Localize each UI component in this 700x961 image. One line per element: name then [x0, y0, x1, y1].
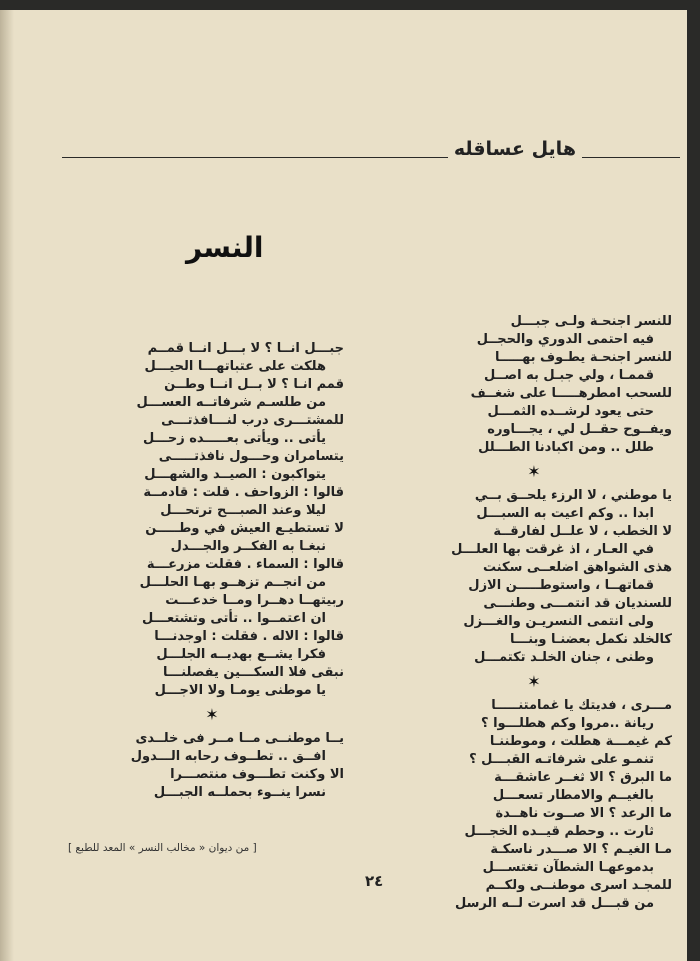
poem-line: قالوا : الزواحف . قلت : قادمــة: [143, 485, 344, 500]
poem-line: ريانة ..مروا وكم هطلـــوا ؟: [481, 716, 654, 731]
poem-line: فكرا يشــع بهديــه الجلـــل: [156, 647, 326, 662]
poem-line: من قبـــل قد اسرت لــه الرسل: [454, 896, 654, 911]
poem-line: يأتى .. ويأتى بعـــــده زحـــل: [142, 431, 326, 446]
poem-line: للنسر اجنحـة يطـوف بهـــــا: [494, 350, 672, 365]
poem-line: للمجـد اسرى موطنــى ولكــم: [485, 878, 672, 893]
stanza-separator-star: ✶: [205, 705, 219, 724]
poem-line: ويفــوح حقــل لي ، يجـــاوره: [487, 422, 672, 437]
poem-line: قالوا : الاله . فقلت : اوجدنـــا: [154, 629, 344, 644]
poem-line: قممـا ، ولي جبـل به اصــل: [484, 368, 654, 383]
poem-line: ليلا وعند الصبـــح ترتحـــل: [160, 503, 326, 518]
scan-top-edge: [0, 0, 700, 10]
header-rule: [62, 157, 680, 158]
poem-line: ان اعتمــوا .. تأتى وتشتعـــل: [142, 611, 326, 626]
poem-line: للسحب امطرهـــــا على شغــف: [470, 386, 672, 401]
poem-line: بالغيــم والامطار تسعـــل: [492, 788, 654, 803]
poem-line: ثارت .. وحطم قيــده الخجـــل: [464, 824, 654, 839]
source-note: [ من ديوان « مخالب النسر » المعد للطبع ]: [68, 842, 257, 854]
poem-line: للسنديان قد انتمـــى وطنـــى: [483, 596, 672, 611]
stanza-separator-star: ✶: [527, 672, 541, 691]
poem-column-right: [372, 313, 672, 913]
poem-line: ولى انتمى النسريـن والغـــزل: [463, 614, 654, 629]
author-name: هايل عساقله: [448, 138, 582, 160]
poem-line: حتى يعود لرشــده الثمـــل: [487, 404, 654, 419]
poem-line: من طلسـم شرفاتــه العســـل: [136, 395, 326, 410]
poem-line: من انجــم تزهــو بهـا الحلـــل: [139, 575, 326, 590]
poem-line: يــا موطنــى مــا مــر فى خلــدى: [135, 731, 344, 746]
poem-line: كم غيمـــة هطلت ، وموطننـا: [489, 734, 672, 749]
poem-line: تنمـو على شرفاتـه القبـــل ؟: [469, 752, 654, 767]
poem-line: ربيتهــا دهــرا ومــا خدعـــت: [165, 593, 344, 608]
poem-line: لا تستطيـع العيش في وطـــــن: [145, 521, 344, 536]
poem-line: الا وكنت تطـــوف منتصـــرا: [170, 767, 344, 782]
page-gutter-shadow: [0, 10, 14, 961]
poem-line: يتواكبون : الصيــد والشهـــل: [144, 467, 326, 482]
poem-column-left: [60, 340, 344, 802]
poem-line: قماتهــا ، واستوطـــــن الازل: [468, 578, 654, 593]
poem-line: هلكت على عتباتهـــا الحيـــل: [144, 359, 326, 374]
poem-line: للنسر اجنحـة ولـى جبـــل: [510, 314, 672, 329]
poem-line: في العـار ، اذ غرقت بها العلـــل: [451, 542, 654, 557]
page-number: ٢٤: [365, 872, 384, 890]
poem-line: يتسامران وحـــول نافذتـــــى: [158, 449, 344, 464]
poem-line: فيه احتمى الدوري والحجــل: [476, 332, 654, 347]
poem-line: هذى الشواهق اضلعــى سكنت: [482, 560, 672, 575]
poem-line: نبغـا به الفكــر والجـــدل: [170, 539, 326, 554]
poem-line: مـا الغيـم ؟ الا صـــدر ناسكـة: [490, 842, 672, 857]
poem-line: بدموعهـا الشطآن تغتســـل: [482, 860, 654, 875]
poem-line: نسرا ينــوء بحملــه الجبـــل: [153, 785, 326, 800]
poem-line: مـــرى ، فديتك يا غمامتنـــــا: [491, 698, 672, 713]
scan-right-edge: [687, 0, 700, 961]
poem-line: ما الرعد ؟ الا صــوت ناهــدة: [495, 806, 672, 821]
poem-line: كالخلد نكمل بعضنـا وبنـــا: [510, 632, 672, 647]
poem-line: للمشتـــرى درب لنـــافذتـــى: [161, 413, 344, 428]
poem-line: ابدا .. وكم اعيت به السبـــل: [476, 506, 654, 521]
poem-line: نبقى فلا السكـــين يفصلنـــا: [163, 665, 344, 680]
poem-line: ما البرق ؟ الا ثغــر عاشقـــة: [494, 770, 672, 785]
poem-title: النسر: [186, 231, 264, 264]
poem-line: يا موطني ، لا الرزء يلحــق بــي: [474, 488, 672, 503]
poem-line: لا الخطب ، لا علــل لفارقــة: [493, 524, 672, 539]
stanza-separator-star: ✶: [527, 462, 541, 481]
poem-line: قالوا : السماء . فقلت مزرعـــة: [146, 557, 344, 572]
poem-line: يا موطنى يومـا ولا الاجـــل: [154, 683, 326, 698]
poem-line: افــق .. تطــوف رحابه الـــدول: [130, 749, 326, 764]
poem-line: قمم انـا ؟ لا بــل انــا وطــن: [164, 377, 344, 392]
poem-line: وطنى ، جنان الخلـد تكتمـــل: [474, 650, 654, 665]
poem-line: جبـــل انــا ؟ لا بـــل انــا قمــم: [147, 341, 344, 356]
poem-line: طلل .. ومن اكبادنا الطـــلل: [478, 440, 654, 455]
